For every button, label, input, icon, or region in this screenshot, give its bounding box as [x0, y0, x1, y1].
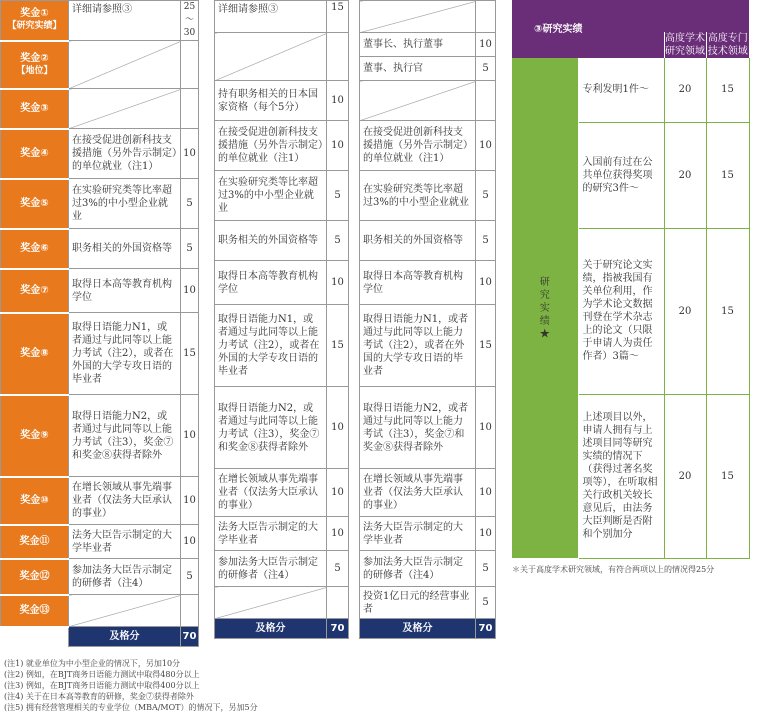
desc-5: 在实验研究类等比率超过3%的中小型企业就业: [69, 179, 181, 229]
pts-11: 10: [327, 517, 349, 551]
research-row-pts-b: 15: [706, 228, 749, 394]
bonus-6-label: 奖金⑥: [1, 229, 69, 269]
research-title: ③研究实绩: [512, 0, 664, 58]
desc-2b: 董事、执行官: [360, 57, 476, 81]
footnote: (注3) 例如，在BJT商务日语能力测试中取得400分以上: [4, 681, 200, 690]
pts-11: 10: [181, 525, 199, 559]
empty-cell: [215, 587, 327, 619]
desc-11: 法务大臣告示制定的大学毕业者: [69, 525, 181, 559]
footnote: (注5) 拥有经营管理相关的专业学位（MBA/MOT）的情况下，另加5分: [4, 703, 258, 712]
research-row-pts-b: 15: [706, 122, 749, 228]
pts-8: 15: [181, 313, 199, 395]
bonus-7-label: 奖金⑦: [1, 269, 69, 313]
desc-12: 参加法务大臣告示制定的研修者（注4）: [215, 551, 327, 587]
footnote: (注4) 关于在日本高等教育的研修，奖金⑦获得者除外: [4, 692, 194, 701]
pts-1: 15: [327, 1, 349, 33]
pts-12: 5: [181, 559, 199, 595]
empty-cell: [215, 33, 327, 81]
footnotes: [4, 658, 258, 713]
points-table-1: [0, 0, 199, 647]
research-note: ＊关于高度学术研究领域，有符合两项以上的情况得25分: [512, 565, 715, 574]
desc-11: 法务大臣告示制定的大学毕业者: [360, 517, 476, 551]
desc-12: 参加法务大臣告示制定的研修者（注4）: [360, 551, 476, 587]
desc-4: 在接受促进创新科技支援措施（另外告示制定）的单位就业（注1）: [215, 121, 327, 171]
desc-13: 投资1亿日元的经营事业者: [360, 587, 476, 619]
empty-cell: [69, 89, 181, 129]
desc-8: 取得日语能力N1，或者通过与此同等以上能力考试（注2），或者在外国的大学专攻日语的毕业者: [360, 305, 476, 387]
pts-10: 10: [181, 477, 199, 525]
desc-7: 取得日本高等教育机构学位: [215, 261, 327, 305]
pts-13: 5: [476, 587, 496, 619]
pts-4: 10: [181, 129, 199, 179]
research-row-pts-a: 20: [664, 228, 706, 394]
desc-8: 取得日语能力N1，或者通过与此同等以上能力考试（注2），或者在外国的大学专攻日语的毕业者: [215, 305, 327, 387]
pts-10: 10: [476, 469, 496, 517]
empty-cell: [360, 1, 476, 33]
pts-2a: 10: [476, 33, 496, 57]
desc-5: 在实验研究类等比率超过3%的中小型企业就业: [360, 171, 476, 221]
desc-10: 在增长领域从事先端事业者（仅法务大臣承认的事业）: [69, 477, 181, 525]
bonus-8-label: 奖金⑧: [1, 313, 69, 395]
desc-7: 取得日本高等教育机构学位: [360, 261, 476, 305]
pts-7: 10: [327, 261, 349, 305]
desc-4: 在接受促进创新科技支援措施（另外告示制定）的单位就业（注1）: [69, 129, 181, 179]
research-table: [512, 0, 750, 559]
pts-9: 10: [327, 387, 349, 469]
pts-12: 5: [327, 551, 349, 587]
research-row-desc: 专利发明1件～: [578, 58, 664, 122]
bonus-4-label: 奖金④: [1, 129, 69, 179]
pass-score-value: 70: [476, 619, 496, 639]
desc-2a: 董事长、执行董事: [360, 33, 476, 57]
desc-8: 取得日语能力N1，或者通过与此同等以上能力考试（注2），或者在外国的大学专攻日语的毕业者: [69, 313, 181, 395]
pts-8: 15: [327, 305, 349, 387]
desc-12: 参加法务大臣告示制定的研修者（注4）: [69, 559, 181, 595]
pts-4: 10: [476, 121, 496, 171]
bonus-3-label: 奖金③: [1, 89, 69, 129]
desc-1: 详细请参照③: [215, 1, 327, 33]
desc-1: 详细请参照③: [69, 1, 181, 41]
bonus-9-label: 奖金⑨: [1, 395, 69, 477]
bonus-5-label: 奖金⑤: [1, 179, 69, 229]
bonus-10-label: 奖金⑩: [1, 477, 69, 525]
pts-6: 5: [476, 221, 496, 261]
bonus-13-label: 奖金⑬: [1, 595, 69, 627]
desc-10: 在增长领域从事先端事业者（仅法务大臣承认的事业）: [360, 469, 476, 517]
pts-5: 5: [476, 171, 496, 221]
desc-3: 持有职务相关的日本国家资格（每个5分）: [215, 81, 327, 121]
pts-9: 10: [476, 387, 496, 469]
pts-5: 5: [181, 179, 199, 229]
bonus-1-label: 奖金① 【研究实绩】: [1, 1, 69, 41]
desc-9: 取得日语能力N2，或者通过与此同等以上能力考试（注3），奖金⑦和奖金⑧获得者除外: [69, 395, 181, 477]
pass-score-value: 70: [327, 619, 349, 639]
empty-cell: [69, 41, 181, 89]
bonus-2-label: 奖金② 【地位】: [1, 41, 69, 89]
research-row-pts-b: 15: [706, 58, 749, 122]
research-row-pts-a: 20: [664, 394, 706, 558]
pts-7: 10: [181, 269, 199, 313]
footnote: (注2) 例如，在BJT商务日语能力测试中取得480分以上: [4, 670, 200, 679]
bonus-11-label: 奖金⑪: [1, 525, 69, 559]
pts-2b: 5: [476, 57, 496, 81]
pts-6: 5: [327, 221, 349, 261]
pass-score-label: 及格分: [360, 619, 476, 639]
pts-1: 25～30: [181, 1, 199, 41]
pass-score-value: 70: [181, 627, 199, 647]
desc-9: 取得日语能力N2，或者通过与此同等以上能力考试（注3），奖金⑦和奖金⑧获得者除外: [215, 387, 327, 469]
pass-score-label: 及格分: [69, 627, 181, 647]
header-academic: 高度学术研究领域: [665, 33, 705, 57]
desc-6: 职务相关的外国资格等: [360, 221, 476, 261]
header-technical: 高度专门技术领域: [707, 33, 748, 57]
pts-10: 10: [327, 469, 349, 517]
empty-cell: [360, 81, 476, 121]
pts-12: 5: [476, 551, 496, 587]
desc-10: 在增长领域从事先端事业者（仅法务大臣承认的事业）: [215, 469, 327, 517]
research-row-pts-b: 15: [706, 394, 749, 558]
desc-4: 在接受促进创新科技支援措施（另外告示制定）的单位就业（注1）: [360, 121, 476, 171]
bonus-12-label: 奖金⑫: [1, 559, 69, 595]
desc-7: 取得日本高等教育机构学位: [69, 269, 181, 313]
desc-5: 在实验研究类等比率超过3%的中小型企业就业: [215, 171, 327, 221]
pts-9: 10: [181, 395, 199, 477]
points-table-2: [214, 0, 349, 639]
pts-6: 5: [181, 229, 199, 269]
research-row-pts-a: 20: [664, 122, 706, 228]
points-table-3: [359, 0, 496, 639]
research-row-desc: 上述项目以外，申请人拥有与上述项目同等研究实绩的情况下（获得过著名奖项等），在听取相关行政机关较长意见后，由法务大臣判断是否附和个别加分: [578, 394, 664, 558]
pts-4: 10: [327, 121, 349, 171]
pts-8: 15: [476, 305, 496, 387]
desc-6: 职务相关的外国资格等: [215, 221, 327, 261]
pts-3: 10: [327, 81, 349, 121]
pts-11: 10: [476, 517, 496, 551]
research-row-pts-a: 20: [664, 58, 706, 122]
research-row-desc: 入国前有过在公共单位获得奖项的研究3件～: [578, 122, 664, 228]
desc-6: 职务相关的外国资格等: [69, 229, 181, 269]
pass-score-label: 及格分: [215, 619, 327, 639]
desc-9: 取得日语能力N2，或者通过与此同等以上能力考试（注3），奖金⑦和奖金⑧获得者除外: [360, 387, 476, 469]
research-category: 研究实绩★: [512, 58, 578, 558]
pts-5: 5: [327, 171, 349, 221]
research-row-desc: 关于研究论文实绩，指被我国有关单位利用，作为学术论文数据刊登在学术杂志上的论文（只限于申请人为责任作者）3篇～: [578, 228, 664, 394]
empty-cell: [69, 595, 181, 627]
pts-7: 10: [476, 261, 496, 305]
footnote: (注1) 就业单位为中小型企业的情况下，另加10分: [4, 659, 181, 668]
desc-11: 法务大臣告示制定的大学毕业者: [215, 517, 327, 551]
